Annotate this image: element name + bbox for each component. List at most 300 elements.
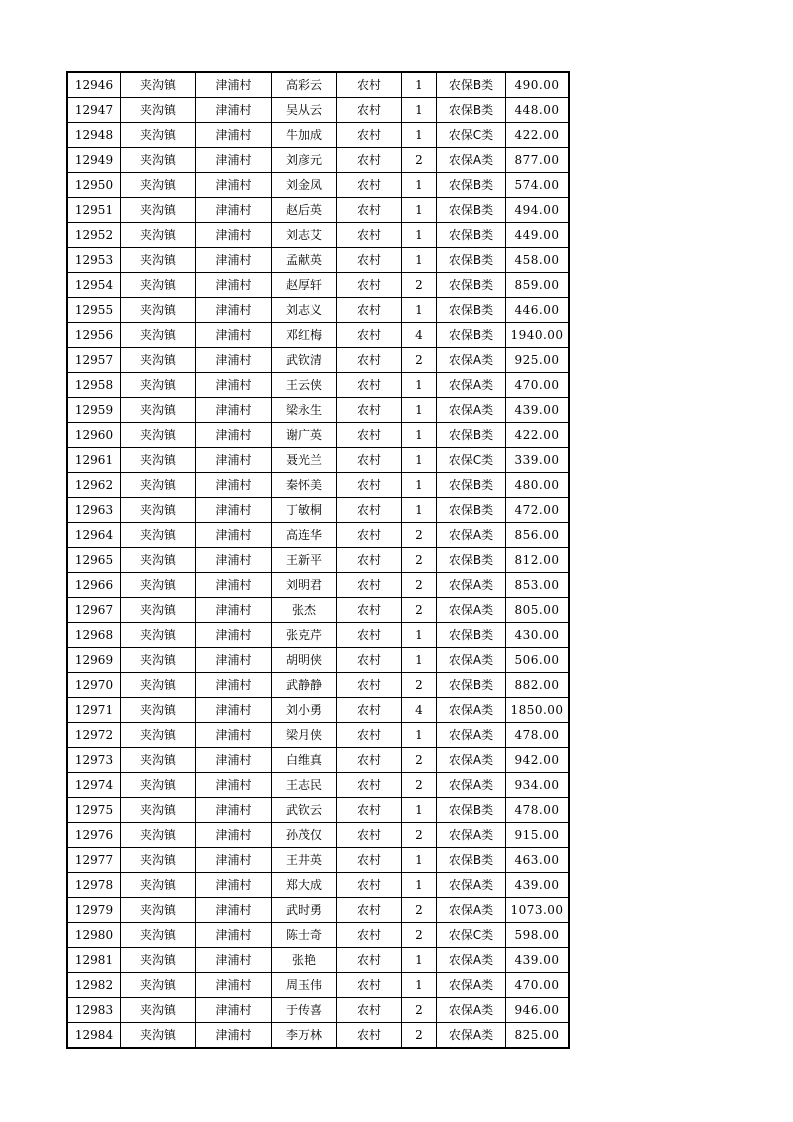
table-row [68,948,569,973]
cell-village: 津浦村 [196,548,272,573]
cell-insurance-type: 农保B类 [437,848,506,873]
cell-household-count: 2 [402,923,437,948]
cell-area: 农村 [337,548,402,573]
table-row [68,673,569,698]
cell-id: 12954 [68,273,121,298]
table-row [68,298,569,323]
cell-area: 农村 [337,923,402,948]
cell-household-count: 1 [402,298,437,323]
cell-id: 12966 [68,573,121,598]
cell-insurance-type: 农保A类 [437,1023,506,1048]
cell-area: 农村 [337,373,402,398]
cell-village: 津浦村 [196,573,272,598]
cell-town: 夹沟镇 [121,948,196,973]
cell-household-count: 1 [402,798,437,823]
cell-town: 夹沟镇 [121,73,196,98]
cell-amount: 446.00 [506,298,569,323]
cell-village: 津浦村 [196,998,272,1023]
cell-area: 农村 [337,123,402,148]
cell-id: 12957 [68,348,121,373]
cell-town: 夹沟镇 [121,98,196,123]
cell-area: 农村 [337,98,402,123]
cell-area: 农村 [337,248,402,273]
cell-town: 夹沟镇 [121,798,196,823]
cell-amount: 490.00 [506,73,569,98]
cell-amount: 812.00 [506,548,569,573]
cell-household-count: 2 [402,773,437,798]
cell-name: 王云侠 [272,373,337,398]
cell-insurance-type: 农保B类 [437,223,506,248]
cell-town: 夹沟镇 [121,523,196,548]
cell-insurance-type: 农保B类 [437,298,506,323]
table-row [68,373,569,398]
cell-village: 津浦村 [196,848,272,873]
cell-village: 津浦村 [196,723,272,748]
cell-name: 武钦清 [272,348,337,373]
cell-name: 刘明君 [272,573,337,598]
cell-village: 津浦村 [196,823,272,848]
cell-name: 王新平 [272,548,337,573]
cell-id: 12949 [68,148,121,173]
cell-amount: 439.00 [506,873,569,898]
cell-village: 津浦村 [196,273,272,298]
cell-amount: 480.00 [506,473,569,498]
table-row [68,548,569,573]
cell-town: 夹沟镇 [121,148,196,173]
cell-amount: 422.00 [506,423,569,448]
cell-amount: 463.00 [506,848,569,873]
cell-amount: 494.00 [506,198,569,223]
cell-town: 夹沟镇 [121,548,196,573]
cell-area: 农村 [337,873,402,898]
cell-id: 12971 [68,698,121,723]
cell-town: 夹沟镇 [121,698,196,723]
cell-household-count: 1 [402,648,437,673]
cell-amount: 1850.00 [506,698,569,723]
table-row [68,873,569,898]
cell-town: 夹沟镇 [121,923,196,948]
cell-household-count: 1 [402,373,437,398]
cell-village: 津浦村 [196,298,272,323]
cell-id: 12951 [68,198,121,223]
cell-id: 12950 [68,173,121,198]
cell-name: 孙茂仅 [272,823,337,848]
cell-id: 12982 [68,973,121,998]
cell-amount: 1073.00 [506,898,569,923]
cell-insurance-type: 农保A类 [437,948,506,973]
table-row [68,648,569,673]
cell-area: 农村 [337,498,402,523]
cell-household-count: 1 [402,98,437,123]
cell-amount: 439.00 [506,398,569,423]
table-row [68,148,569,173]
cell-household-count: 2 [402,348,437,373]
cell-amount: 853.00 [506,573,569,598]
cell-name: 周玉伟 [272,973,337,998]
cell-insurance-type: 农保A类 [437,898,506,923]
cell-town: 夹沟镇 [121,498,196,523]
table-row [68,523,569,548]
cell-name: 吴从云 [272,98,337,123]
cell-id: 12969 [68,648,121,673]
cell-id: 12968 [68,623,121,648]
cell-name: 牛加成 [272,123,337,148]
table-row [68,573,569,598]
cell-household-count: 1 [402,198,437,223]
cell-name: 高连华 [272,523,337,548]
cell-name: 武时勇 [272,898,337,923]
cell-area: 农村 [337,848,402,873]
cell-village: 津浦村 [196,148,272,173]
cell-insurance-type: 农保B类 [437,73,506,98]
cell-village: 津浦村 [196,123,272,148]
cell-household-count: 4 [402,698,437,723]
table-body [68,73,569,1048]
cell-name: 梁永生 [272,398,337,423]
cell-area: 农村 [337,823,402,848]
cell-id: 12947 [68,98,121,123]
cell-insurance-type: 农保B类 [437,248,506,273]
cell-id: 12961 [68,448,121,473]
table-row [68,723,569,748]
cell-village: 津浦村 [196,323,272,348]
cell-area: 农村 [337,423,402,448]
cell-area: 农村 [337,648,402,673]
cell-village: 津浦村 [196,1023,272,1048]
cell-insurance-type: 农保A类 [437,598,506,623]
cell-area: 农村 [337,523,402,548]
cell-name: 刘志义 [272,298,337,323]
cell-household-count: 2 [402,573,437,598]
table-row [68,748,569,773]
table-row [68,98,569,123]
cell-area: 农村 [337,273,402,298]
cell-amount: 882.00 [506,673,569,698]
cell-insurance-type: 农保B类 [437,173,506,198]
cell-household-count: 1 [402,223,437,248]
cell-insurance-type: 农保A类 [437,748,506,773]
cell-name: 武钦云 [272,798,337,823]
cell-id: 12981 [68,948,121,973]
table-row [68,823,569,848]
cell-id: 12958 [68,373,121,398]
cell-insurance-type: 农保B类 [437,423,506,448]
cell-town: 夹沟镇 [121,573,196,598]
cell-id: 12963 [68,498,121,523]
cell-amount: 472.00 [506,498,569,523]
cell-name: 于传喜 [272,998,337,1023]
cell-household-count: 2 [402,1023,437,1048]
cell-area: 农村 [337,148,402,173]
cell-id: 12972 [68,723,121,748]
cell-household-count: 2 [402,898,437,923]
cell-insurance-type: 农保A类 [437,148,506,173]
cell-town: 夹沟镇 [121,598,196,623]
cell-amount: 422.00 [506,123,569,148]
cell-id: 12946 [68,73,121,98]
table-row [68,498,569,523]
cell-id: 12970 [68,673,121,698]
cell-area: 农村 [337,573,402,598]
cell-amount: 805.00 [506,598,569,623]
cell-household-count: 1 [402,948,437,973]
cell-amount: 942.00 [506,748,569,773]
cell-household-count: 2 [402,748,437,773]
cell-area: 农村 [337,223,402,248]
cell-name: 孟献英 [272,248,337,273]
cell-id: 12983 [68,998,121,1023]
cell-insurance-type: 农保A类 [437,648,506,673]
table-row [68,348,569,373]
table-row [68,323,569,348]
cell-insurance-type: 农保B类 [437,273,506,298]
cell-household-count: 1 [402,498,437,523]
table-row [68,1023,569,1048]
cell-town: 夹沟镇 [121,173,196,198]
cell-name: 王井英 [272,848,337,873]
table-row [68,898,569,923]
cell-town: 夹沟镇 [121,848,196,873]
cell-village: 津浦村 [196,398,272,423]
cell-area: 农村 [337,723,402,748]
cell-village: 津浦村 [196,648,272,673]
cell-name: 白维真 [272,748,337,773]
table-row [68,598,569,623]
cell-village: 津浦村 [196,423,272,448]
cell-name: 张杰 [272,598,337,623]
cell-area: 农村 [337,1023,402,1048]
cell-village: 津浦村 [196,73,272,98]
cell-insurance-type: 农保A类 [437,698,506,723]
cell-household-count: 1 [402,123,437,148]
cell-area: 农村 [337,173,402,198]
cell-id: 12960 [68,423,121,448]
cell-household-count: 1 [402,73,437,98]
cell-id: 12952 [68,223,121,248]
cell-amount: 1940.00 [506,323,569,348]
cell-household-count: 1 [402,973,437,998]
cell-name: 李万林 [272,1023,337,1048]
cell-household-count: 1 [402,423,437,448]
cell-village: 津浦村 [196,673,272,698]
cell-name: 刘金凤 [272,173,337,198]
cell-village: 津浦村 [196,473,272,498]
cell-name: 王志民 [272,773,337,798]
cell-amount: 856.00 [506,523,569,548]
cell-area: 农村 [337,298,402,323]
cell-household-count: 2 [402,273,437,298]
cell-household-count: 1 [402,473,437,498]
table-row [68,73,569,98]
cell-town: 夹沟镇 [121,773,196,798]
cell-id: 12980 [68,923,121,948]
cell-name: 武静静 [272,673,337,698]
cell-insurance-type: 农保B类 [437,798,506,823]
cell-village: 津浦村 [196,923,272,948]
cell-household-count: 4 [402,323,437,348]
cell-area: 农村 [337,673,402,698]
cell-name: 丁敏桐 [272,498,337,523]
cell-insurance-type: 农保B类 [437,198,506,223]
cell-village: 津浦村 [196,873,272,898]
cell-area: 农村 [337,798,402,823]
cell-amount: 877.00 [506,148,569,173]
cell-area: 农村 [337,773,402,798]
cell-town: 夹沟镇 [121,823,196,848]
cell-household-count: 2 [402,673,437,698]
cell-id: 12973 [68,748,121,773]
cell-amount: 946.00 [506,998,569,1023]
cell-village: 津浦村 [196,898,272,923]
cell-amount: 470.00 [506,973,569,998]
cell-amount: 470.00 [506,373,569,398]
cell-town: 夹沟镇 [121,398,196,423]
cell-town: 夹沟镇 [121,448,196,473]
cell-village: 津浦村 [196,248,272,273]
cell-household-count: 2 [402,998,437,1023]
cell-insurance-type: 农保A类 [437,723,506,748]
cell-area: 农村 [337,598,402,623]
cell-id: 12962 [68,473,121,498]
cell-name: 谢广英 [272,423,337,448]
table-row [68,473,569,498]
cell-name: 陈士奇 [272,923,337,948]
cell-village: 津浦村 [196,498,272,523]
table-row [68,223,569,248]
cell-amount: 339.00 [506,448,569,473]
cell-village: 津浦村 [196,373,272,398]
cell-amount: 439.00 [506,948,569,973]
cell-name: 胡明侠 [272,648,337,673]
cell-town: 夹沟镇 [121,373,196,398]
cell-village: 津浦村 [196,98,272,123]
cell-area: 农村 [337,623,402,648]
cell-town: 夹沟镇 [121,273,196,298]
cell-town: 夹沟镇 [121,248,196,273]
cell-insurance-type: 农保C类 [437,448,506,473]
cell-town: 夹沟镇 [121,623,196,648]
cell-name: 刘彦元 [272,148,337,173]
cell-id: 12948 [68,123,121,148]
cell-village: 津浦村 [196,523,272,548]
cell-name: 张艳 [272,948,337,973]
cell-household-count: 1 [402,723,437,748]
cell-name: 赵厚轩 [272,273,337,298]
cell-town: 夹沟镇 [121,998,196,1023]
cell-amount: 506.00 [506,648,569,673]
cell-town: 夹沟镇 [121,223,196,248]
cell-household-count: 2 [402,823,437,848]
cell-insurance-type: 农保B类 [437,98,506,123]
cell-id: 12967 [68,598,121,623]
cell-name: 刘志艾 [272,223,337,248]
cell-name: 聂光兰 [272,448,337,473]
cell-household-count: 1 [402,173,437,198]
cell-id: 12974 [68,773,121,798]
table-row [68,848,569,873]
table-row [68,248,569,273]
cell-village: 津浦村 [196,798,272,823]
cell-id: 12975 [68,798,121,823]
cell-village: 津浦村 [196,623,272,648]
table-row [68,698,569,723]
table-row [68,198,569,223]
cell-id: 12977 [68,848,121,873]
cell-town: 夹沟镇 [121,898,196,923]
cell-village: 津浦村 [196,173,272,198]
cell-household-count: 2 [402,598,437,623]
cell-insurance-type: 农保A类 [437,998,506,1023]
table-row [68,973,569,998]
cell-amount: 825.00 [506,1023,569,1048]
cell-village: 津浦村 [196,698,272,723]
table-row [68,798,569,823]
cell-town: 夹沟镇 [121,323,196,348]
cell-id: 12979 [68,898,121,923]
cell-id: 12964 [68,523,121,548]
cell-amount: 925.00 [506,348,569,373]
cell-insurance-type: 农保A类 [437,573,506,598]
cell-town: 夹沟镇 [121,1023,196,1048]
cell-amount: 478.00 [506,723,569,748]
cell-area: 农村 [337,698,402,723]
cell-amount: 449.00 [506,223,569,248]
cell-insurance-type: 农保C类 [437,923,506,948]
cell-area: 农村 [337,323,402,348]
cell-insurance-type: 农保B类 [437,548,506,573]
cell-household-count: 2 [402,148,437,173]
cell-amount: 478.00 [506,798,569,823]
cell-insurance-type: 农保A类 [437,398,506,423]
cell-village: 津浦村 [196,748,272,773]
cell-name: 郑大成 [272,873,337,898]
table-row [68,173,569,198]
cell-town: 夹沟镇 [121,673,196,698]
cell-name: 秦怀美 [272,473,337,498]
cell-village: 津浦村 [196,973,272,998]
cell-household-count: 1 [402,873,437,898]
cell-household-count: 1 [402,623,437,648]
table-row [68,423,569,448]
cell-area: 农村 [337,898,402,923]
cell-town: 夹沟镇 [121,748,196,773]
cell-name: 梁月侠 [272,723,337,748]
cell-insurance-type: 农保A类 [437,873,506,898]
cell-insurance-type: 农保B类 [437,323,506,348]
cell-amount: 934.00 [506,773,569,798]
cell-area: 农村 [337,948,402,973]
cell-area: 农村 [337,973,402,998]
cell-amount: 859.00 [506,273,569,298]
cell-insurance-type: 农保A类 [437,523,506,548]
table-row [68,923,569,948]
cell-insurance-type: 农保A类 [437,773,506,798]
cell-insurance-type: 农保A类 [437,373,506,398]
cell-village: 津浦村 [196,223,272,248]
cell-town: 夹沟镇 [121,973,196,998]
cell-id: 12965 [68,548,121,573]
cell-area: 农村 [337,448,402,473]
cell-area: 农村 [337,73,402,98]
cell-household-count: 1 [402,248,437,273]
cell-household-count: 2 [402,523,437,548]
cell-insurance-type: 农保B类 [437,498,506,523]
cell-insurance-type: 农保B类 [437,623,506,648]
cell-id: 12953 [68,248,121,273]
cell-village: 津浦村 [196,773,272,798]
table-row [68,398,569,423]
cell-insurance-type: 农保B类 [437,673,506,698]
